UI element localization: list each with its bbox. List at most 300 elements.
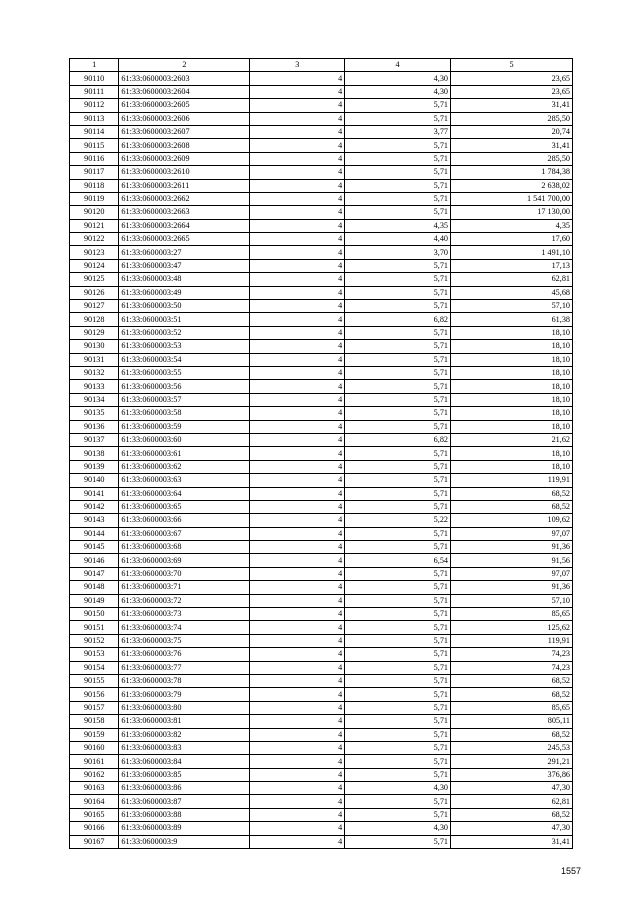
table-row (70, 85, 573, 98)
table-row (70, 433, 573, 446)
rate-cell: 6,82 (345, 433, 451, 446)
row-number-cell: 90167 (70, 835, 119, 848)
rate-cell: 5,71 (345, 634, 451, 647)
value-cell: 18,10 (451, 447, 573, 460)
value-cell: 74,23 (451, 661, 573, 674)
column-header-1: 1 (70, 59, 119, 72)
table-row (70, 768, 573, 781)
rate-cell: 4,30 (345, 822, 451, 835)
cadastral-number-cell: 61:33:0600003:53 (119, 340, 250, 353)
table-row (70, 701, 573, 714)
value-cell: 31,41 (451, 99, 573, 112)
value-cell: 17,13 (451, 259, 573, 272)
category-cell: 4 (250, 433, 345, 446)
category-cell: 4 (250, 233, 345, 246)
category-cell: 4 (250, 608, 345, 621)
category-cell: 4 (250, 112, 345, 125)
rate-cell: 4,40 (345, 233, 451, 246)
table-row (70, 206, 573, 219)
rate-cell: 5,71 (345, 835, 451, 848)
rate-cell: 5,71 (345, 179, 451, 192)
row-number-cell: 90127 (70, 300, 119, 313)
table-row (70, 500, 573, 513)
rate-cell: 5,71 (345, 755, 451, 768)
value-cell: 18,10 (451, 353, 573, 366)
rate-cell: 5,71 (345, 688, 451, 701)
row-number-cell: 90139 (70, 460, 119, 473)
row-number-cell: 90133 (70, 380, 119, 393)
value-cell: 61,38 (451, 313, 573, 326)
category-cell: 4 (250, 179, 345, 192)
row-number-cell: 90111 (70, 85, 119, 98)
value-cell: 62,81 (451, 795, 573, 808)
cadastral-number-cell: 61:33:0600003:52 (119, 326, 250, 339)
row-number-cell: 90116 (70, 152, 119, 165)
value-cell: 119,91 (451, 474, 573, 487)
table-row (70, 474, 573, 487)
rate-cell: 5,22 (345, 514, 451, 527)
table-row (70, 447, 573, 460)
category-cell: 4 (250, 581, 345, 594)
value-cell: 1 491,10 (451, 246, 573, 259)
table-row (70, 514, 573, 527)
rate-cell: 5,71 (345, 447, 451, 460)
cadastral-number-cell: 61:33:0600003:2665 (119, 233, 250, 246)
row-number-cell: 90156 (70, 688, 119, 701)
row-number-cell: 90158 (70, 715, 119, 728)
rate-cell: 5,71 (345, 527, 451, 540)
cadastral-number-cell: 61:33:0600003:47 (119, 259, 250, 272)
row-number-cell: 90159 (70, 728, 119, 741)
cadastral-number-cell: 61:33:0600003:71 (119, 581, 250, 594)
rate-cell: 5,71 (345, 567, 451, 580)
category-cell: 4 (250, 661, 345, 674)
value-cell: 18,10 (451, 460, 573, 473)
rate-cell: 3,70 (345, 246, 451, 259)
cadastral-number-cell: 61:33:0600003:64 (119, 487, 250, 500)
row-number-cell: 90137 (70, 433, 119, 446)
table-row (70, 594, 573, 607)
category-cell: 4 (250, 72, 345, 85)
table-row (70, 125, 573, 138)
value-cell: 68,52 (451, 728, 573, 741)
row-number-cell: 90122 (70, 233, 119, 246)
value-cell: 23,65 (451, 72, 573, 85)
value-cell: 119,91 (451, 634, 573, 647)
table-row (70, 273, 573, 286)
value-cell: 18,10 (451, 407, 573, 420)
row-number-cell: 90157 (70, 701, 119, 714)
rate-cell: 5,71 (345, 715, 451, 728)
cadastral-number-cell: 61:33:0600003:74 (119, 621, 250, 634)
table-row (70, 326, 573, 339)
value-cell: 68,52 (451, 688, 573, 701)
category-cell: 4 (250, 447, 345, 460)
row-number-cell: 90136 (70, 420, 119, 433)
rate-cell: 5,71 (345, 741, 451, 754)
rate-cell: 5,71 (345, 460, 451, 473)
cadastral-number-cell: 61:33:0600003:79 (119, 688, 250, 701)
rate-cell: 5,71 (345, 99, 451, 112)
category-cell: 4 (250, 300, 345, 313)
data-table (69, 58, 573, 849)
category-cell: 4 (250, 527, 345, 540)
cadastral-number-cell: 61:33:0600003:60 (119, 433, 250, 446)
table-row (70, 634, 573, 647)
row-number-cell: 90126 (70, 286, 119, 299)
table-row (70, 219, 573, 232)
table-row (70, 460, 573, 473)
value-cell: 285,50 (451, 112, 573, 125)
cadastral-number-cell: 61:33:0600003:80 (119, 701, 250, 714)
value-cell: 97,07 (451, 527, 573, 540)
table-row (70, 621, 573, 634)
row-number-cell: 90151 (70, 621, 119, 634)
value-cell: 20,74 (451, 125, 573, 138)
category-cell: 4 (250, 139, 345, 152)
value-cell: 285,50 (451, 152, 573, 165)
category-cell: 4 (250, 500, 345, 513)
table-body (70, 72, 573, 849)
cadastral-number-cell: 61:33:0600003:54 (119, 353, 250, 366)
row-number-cell: 90166 (70, 822, 119, 835)
rate-cell: 5,71 (345, 420, 451, 433)
row-number-cell: 90129 (70, 326, 119, 339)
category-cell: 4 (250, 554, 345, 567)
table-row (70, 300, 573, 313)
cadastral-number-cell: 61:33:0600003:2663 (119, 206, 250, 219)
table-row (70, 353, 573, 366)
row-number-cell: 90131 (70, 353, 119, 366)
value-cell: 91,36 (451, 581, 573, 594)
value-cell: 68,52 (451, 674, 573, 687)
cadastral-number-cell: 61:33:0600003:82 (119, 728, 250, 741)
rate-cell: 5,71 (345, 366, 451, 379)
cadastral-number-cell: 61:33:0600003:65 (119, 500, 250, 513)
value-cell: 45,68 (451, 286, 573, 299)
rate-cell: 5,71 (345, 500, 451, 513)
value-cell: 74,23 (451, 648, 573, 661)
row-number-cell: 90120 (70, 206, 119, 219)
category-cell: 4 (250, 634, 345, 647)
category-cell: 4 (250, 460, 345, 473)
rate-cell: 5,71 (345, 474, 451, 487)
category-cell: 4 (250, 594, 345, 607)
table-row (70, 366, 573, 379)
row-number-cell: 90119 (70, 192, 119, 205)
row-number-cell: 90144 (70, 527, 119, 540)
category-cell: 4 (250, 782, 345, 795)
category-cell: 4 (250, 474, 345, 487)
cadastral-number-cell: 61:33:0600003:69 (119, 554, 250, 567)
cadastral-number-cell: 61:33:0600003:78 (119, 674, 250, 687)
category-cell: 4 (250, 286, 345, 299)
column-header-5: 5 (451, 59, 573, 72)
value-cell: 57,10 (451, 594, 573, 607)
value-cell: 57,10 (451, 300, 573, 313)
table-row (70, 554, 573, 567)
row-number-cell: 90148 (70, 581, 119, 594)
cadastral-number-cell: 61:33:0600003:62 (119, 460, 250, 473)
table-row (70, 487, 573, 500)
page-number: 1557 (561, 866, 582, 876)
cadastral-number-cell: 61:33:0600003:73 (119, 608, 250, 621)
cadastral-number-cell: 61:33:0600003:88 (119, 808, 250, 821)
cadastral-number-cell: 61:33:0600003:2605 (119, 99, 250, 112)
table-row (70, 72, 573, 85)
cadastral-number-cell: 61:33:0600003:86 (119, 782, 250, 795)
cadastral-number-cell: 61:33:0600003:77 (119, 661, 250, 674)
value-cell: 62,81 (451, 273, 573, 286)
category-cell: 4 (250, 835, 345, 848)
table-row (70, 313, 573, 326)
table-row (70, 393, 573, 406)
rate-cell: 5,71 (345, 648, 451, 661)
table-row (70, 166, 573, 179)
rate-cell: 4,30 (345, 782, 451, 795)
row-number-cell: 90154 (70, 661, 119, 674)
cadastral-number-cell: 61:33:0600003:2609 (119, 152, 250, 165)
category-cell: 4 (250, 621, 345, 634)
cadastral-number-cell: 61:33:0600003:76 (119, 648, 250, 661)
cadastral-number-cell: 61:33:0600003:68 (119, 541, 250, 554)
category-cell: 4 (250, 259, 345, 272)
table-row (70, 139, 573, 152)
row-number-cell: 90117 (70, 166, 119, 179)
category-cell: 4 (250, 206, 345, 219)
rate-cell: 5,71 (345, 768, 451, 781)
value-cell: 68,52 (451, 808, 573, 821)
rate-cell: 5,71 (345, 300, 451, 313)
row-number-cell: 90145 (70, 541, 119, 554)
category-cell: 4 (250, 420, 345, 433)
category-cell: 4 (250, 340, 345, 353)
table-row (70, 112, 573, 125)
cadastral-number-cell: 61:33:0600003:84 (119, 755, 250, 768)
category-cell: 4 (250, 567, 345, 580)
row-number-cell: 90160 (70, 741, 119, 754)
value-cell: 85,65 (451, 701, 573, 714)
category-cell: 4 (250, 795, 345, 808)
table-row (70, 152, 573, 165)
table-row (70, 808, 573, 821)
category-cell: 4 (250, 808, 345, 821)
rate-cell: 5,71 (345, 192, 451, 205)
table-row (70, 541, 573, 554)
rate-cell: 5,71 (345, 407, 451, 420)
table-row (70, 715, 573, 728)
category-cell: 4 (250, 313, 345, 326)
category-cell: 4 (250, 219, 345, 232)
category-cell: 4 (250, 688, 345, 701)
row-number-cell: 90125 (70, 273, 119, 286)
table-row (70, 259, 573, 272)
row-number-cell: 90141 (70, 487, 119, 500)
table-row (70, 179, 573, 192)
cadastral-number-cell: 61:33:0600003:70 (119, 567, 250, 580)
cadastral-number-cell: 61:33:0600003:83 (119, 741, 250, 754)
row-number-cell: 90112 (70, 99, 119, 112)
category-cell: 4 (250, 166, 345, 179)
value-cell: 291,21 (451, 755, 573, 768)
cadastral-number-cell: 61:33:0600003:75 (119, 634, 250, 647)
cadastral-number-cell: 61:33:0600003:66 (119, 514, 250, 527)
rate-cell: 4,30 (345, 72, 451, 85)
category-cell: 4 (250, 326, 345, 339)
cadastral-number-cell: 61:33:0600003:2606 (119, 112, 250, 125)
rate-cell: 5,71 (345, 326, 451, 339)
cadastral-number-cell: 61:33:0600003:81 (119, 715, 250, 728)
value-cell: 68,52 (451, 487, 573, 500)
value-cell: 91,36 (451, 541, 573, 554)
row-number-cell: 90118 (70, 179, 119, 192)
cadastral-number-cell: 61:33:0600003:9 (119, 835, 250, 848)
cadastral-number-cell: 61:33:0600003:51 (119, 313, 250, 326)
cadastral-number-cell: 61:33:0600003:48 (119, 273, 250, 286)
row-number-cell: 90162 (70, 768, 119, 781)
value-cell: 245,53 (451, 741, 573, 754)
table-row (70, 420, 573, 433)
value-cell: 2 638,02 (451, 179, 573, 192)
table-row (70, 527, 573, 540)
row-number-cell: 90114 (70, 125, 119, 138)
table-row (70, 782, 573, 795)
category-cell: 4 (250, 728, 345, 741)
row-number-cell: 90135 (70, 407, 119, 420)
cadastral-number-cell: 61:33:0600003:2603 (119, 72, 250, 85)
cadastral-number-cell: 61:33:0600003:2604 (119, 85, 250, 98)
table-row (70, 567, 573, 580)
column-header-2: 2 (119, 59, 250, 72)
value-cell: 18,10 (451, 393, 573, 406)
row-number-cell: 90149 (70, 594, 119, 607)
value-cell: 91,56 (451, 554, 573, 567)
table-row (70, 340, 573, 353)
rate-cell: 5,71 (345, 541, 451, 554)
value-cell: 97,07 (451, 567, 573, 580)
rate-cell: 5,71 (345, 487, 451, 500)
category-cell: 4 (250, 755, 345, 768)
row-number-cell: 90110 (70, 72, 119, 85)
cadastral-number-cell: 61:33:0600003:2664 (119, 219, 250, 232)
category-cell: 4 (250, 541, 345, 554)
value-cell: 805,11 (451, 715, 573, 728)
category-cell: 4 (250, 273, 345, 286)
cadastral-number-cell: 61:33:0600003:27 (119, 246, 250, 259)
category-cell: 4 (250, 768, 345, 781)
category-cell: 4 (250, 85, 345, 98)
table-row (70, 674, 573, 687)
table-row (70, 648, 573, 661)
value-cell: 4,35 (451, 219, 573, 232)
cadastral-number-cell: 61:33:0600003:2607 (119, 125, 250, 138)
category-cell: 4 (250, 407, 345, 420)
category-cell: 4 (250, 353, 345, 366)
row-number-cell: 90143 (70, 514, 119, 527)
rate-cell: 5,71 (345, 380, 451, 393)
cadastral-number-cell: 61:33:0600003:72 (119, 594, 250, 607)
value-cell: 18,10 (451, 340, 573, 353)
column-header-3: 3 (250, 59, 345, 72)
row-number-cell: 90124 (70, 259, 119, 272)
cadastral-number-cell: 61:33:0600003:2611 (119, 179, 250, 192)
category-cell: 4 (250, 741, 345, 754)
row-number-cell: 90121 (70, 219, 119, 232)
rate-cell: 5,71 (345, 152, 451, 165)
table-row (70, 755, 573, 768)
value-cell: 17 130,00 (451, 206, 573, 219)
row-number-cell: 90123 (70, 246, 119, 259)
value-cell: 17,60 (451, 233, 573, 246)
row-number-cell: 90128 (70, 313, 119, 326)
rate-cell: 5,71 (345, 340, 451, 353)
category-cell: 4 (250, 701, 345, 714)
rate-cell: 4,35 (345, 219, 451, 232)
row-number-cell: 90165 (70, 808, 119, 821)
rate-cell: 5,71 (345, 661, 451, 674)
rate-cell: 3,77 (345, 125, 451, 138)
table-row (70, 728, 573, 741)
table-row (70, 233, 573, 246)
cadastral-number-cell: 61:33:0600003:87 (119, 795, 250, 808)
rate-cell: 5,71 (345, 581, 451, 594)
value-cell: 376,86 (451, 768, 573, 781)
rate-cell: 5,71 (345, 206, 451, 219)
value-cell: 21,62 (451, 433, 573, 446)
cadastral-number-cell: 61:33:0600003:59 (119, 420, 250, 433)
value-cell: 125,62 (451, 621, 573, 634)
cadastral-number-cell: 61:33:0600003:50 (119, 300, 250, 313)
category-cell: 4 (250, 99, 345, 112)
category-cell: 4 (250, 246, 345, 259)
row-number-cell: 90155 (70, 674, 119, 687)
category-cell: 4 (250, 366, 345, 379)
rate-cell: 4,30 (345, 85, 451, 98)
rate-cell: 5,71 (345, 728, 451, 741)
row-number-cell: 90115 (70, 139, 119, 152)
row-number-cell: 90163 (70, 782, 119, 795)
value-cell: 23,65 (451, 85, 573, 98)
value-cell: 85,65 (451, 608, 573, 621)
row-number-cell: 90134 (70, 393, 119, 406)
table-row (70, 822, 573, 835)
table-row (70, 608, 573, 621)
rate-cell: 5,71 (345, 594, 451, 607)
rate-cell: 6,54 (345, 554, 451, 567)
table-row (70, 286, 573, 299)
row-number-cell: 90130 (70, 340, 119, 353)
value-cell: 18,10 (451, 366, 573, 379)
cadastral-number-cell: 61:33:0600003:63 (119, 474, 250, 487)
rate-cell: 5,71 (345, 393, 451, 406)
cadastral-number-cell: 61:33:0600003:58 (119, 407, 250, 420)
value-cell: 109,62 (451, 514, 573, 527)
rate-cell: 5,71 (345, 273, 451, 286)
cadastral-number-cell: 61:33:0600003:61 (119, 447, 250, 460)
rate-cell: 5,71 (345, 166, 451, 179)
value-cell: 47,30 (451, 782, 573, 795)
category-cell: 4 (250, 822, 345, 835)
row-number-cell: 90138 (70, 447, 119, 460)
category-cell: 4 (250, 152, 345, 165)
cadastral-number-cell: 61:33:0600003:2608 (119, 139, 250, 152)
cadastral-number-cell: 61:33:0600003:89 (119, 822, 250, 835)
cadastral-number-cell: 61:33:0600003:85 (119, 768, 250, 781)
row-number-cell: 90147 (70, 567, 119, 580)
value-cell: 31,41 (451, 835, 573, 848)
cadastral-number-cell: 61:33:0600003:67 (119, 527, 250, 540)
table-header (70, 59, 573, 72)
